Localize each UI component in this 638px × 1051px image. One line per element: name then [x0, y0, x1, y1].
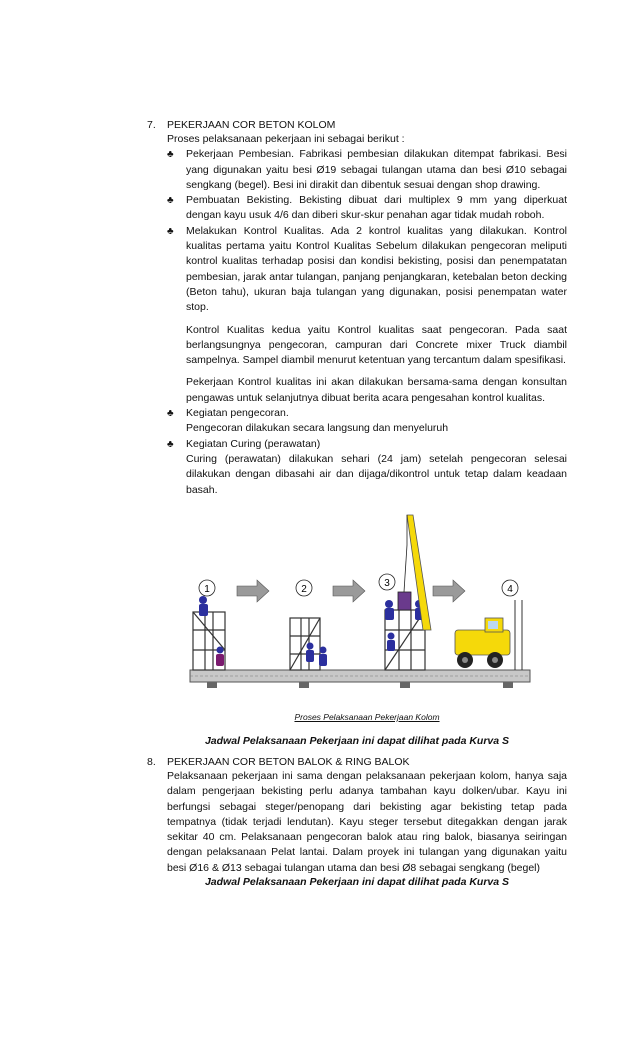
section-intro: Proses pelaksanaan pekerjaan ini sebagai berikut : — [167, 133, 405, 145]
section-number: 8. — [147, 756, 156, 768]
club-bullet-icon: ♣ — [167, 195, 174, 207]
svg-text:1: 1 — [204, 584, 210, 595]
concrete-bucket — [398, 592, 411, 610]
kontrol-paragraph-3: Pekerjaan Kontrol kualitas ini akan dilakukan bersama-sama dengan konsultan pengawas untuk selanjutnya dibuat berita acara pengesahan kontrol kualitas. — [186, 376, 567, 404]
list-item: ♣ Kegiatan Curing (perawatan) Curing (perawatan) dilakukan sehari (24 jam) setelah pengecoran selesai dilakukan dengan dibasahi air dan dijaga/dikontrol untuk tetap dalam keadaan basah. — [167, 437, 567, 496]
club-bullet-icon: ♣ — [167, 149, 174, 161]
column-process-illustration — [185, 500, 535, 700]
section-7 — [147, 118, 567, 498]
process-arrow-icon — [237, 580, 465, 602]
club-bullet-icon: ♣ — [167, 438, 174, 450]
figure-caption: Proses Pelaksanaan Pekerjaan Kolom — [294, 712, 440, 722]
step-marker-1 — [199, 580, 215, 596]
list-item: ♣ Melakukan Kontrol Kualitas. Ada 2 kontrol kualitas yang dilakukan. Kontrol kualitas pertama yaitu Kontrol Kualitas Sebelum dilakukan pengecoran meliputi kontrol kualitas terhadap posisi dan kondisi bekisting, posisi dan penempatatan pembesian, jarak antar tulangan, panjang penjangkaran, ketebalan beton decking (Beton tahu), ukuran baja tulangan yang digunakan, posisi penempatan water stop. — [167, 224, 567, 314]
list-item: ♣ Pekerjaan Pembesian. Fabrikasi pembesian dilakukan ditempat fabrikasi. Besi yang digunakan yaitu besi Ø19 sebagai tulangan utama dan besi Ø10 sebagai sengkang (begel). Besi ini dirakit dan dibentuk sesuai dengan shop drawing. — [167, 148, 567, 191]
schedule-note-1: Jadwal Pelaksanaan Pekerjaan ini dapat dilihat pada Kurva S — [204, 735, 510, 747]
list-item: ♣ Pembuatan Bekisting. Bekisting dibuat dari multiplex 9 mm yang diperkuat dengan kayu usuk 4/6 dan diberi skur-skur penahan agar tidak mudah roboh. — [167, 194, 567, 222]
section-8-body: Pelaksanaan pekerjaan ini sama dengan pelaksanaan pekerjaan kolom, hanya saja dalam pengerjaan bekisting perlu adanya tambahan kayu dolken/ubar. Kayu ini berfungsi sebagai steger/penopang dari bekisting agar bekisting tetap pada tempatnya (tidak terjadi lendutan). Kayu steger tersebut ditegakkan dengan jarak sekitar 40 cm. Pelaksanaan pengecoran balok atau ring balok, biasanya seiringan dengan pelaksanaan Pelat lantai. Dalam proyek ini tulangan yang digunakan yaitu besi Ø16 & Ø13 sebagai tulangan utama dan besi Ø8 sebagai sengkang (begel) — [167, 770, 567, 874]
section-8-heading — [147, 755, 567, 769]
club-bullet-icon: ♣ — [167, 408, 174, 420]
section-8 — [147, 755, 567, 876]
step-marker-2 — [296, 580, 312, 596]
step-marker-3 — [379, 574, 395, 590]
process-list — [167, 147, 567, 315]
activity-list — [167, 406, 567, 498]
section-7-body — [167, 132, 567, 498]
section-7-heading — [147, 118, 567, 132]
step-marker-4 — [502, 580, 518, 596]
scaffold-step-2 — [290, 618, 320, 670]
schedule-note-2: Jadwal Pelaksanaan Pekerjaan ini dapat dilihat pada Kurva S — [204, 876, 510, 888]
svg-text:2: 2 — [301, 584, 307, 595]
svg-text:4: 4 — [507, 584, 513, 595]
section-number: 7. — [147, 119, 156, 131]
club-bullet-icon: ♣ — [167, 225, 174, 237]
section-title: PEKERJAAN COR BETON KOLOM — [167, 119, 336, 131]
worker-figure — [199, 596, 224, 666]
section-title: PEKERJAAN COR BETON BALOK & RING BALOK — [167, 756, 410, 768]
svg-text:3: 3 — [384, 578, 390, 589]
list-item: ♣ Kegiatan pengecoran. Pengecoran dilakukan secara langsung dan menyeluruh — [167, 407, 449, 435]
kontrol-paragraph-2: Kontrol Kualitas kedua yaitu Kontrol kualitas saat pengecoran. Pada saat berlangsungnya pengecoran, campuran dari Concrete mixer Truck diambil sampelnya. Sampel diambil menurut ketentuan yang tercantum dalam spesifikasi. — [186, 323, 567, 367]
